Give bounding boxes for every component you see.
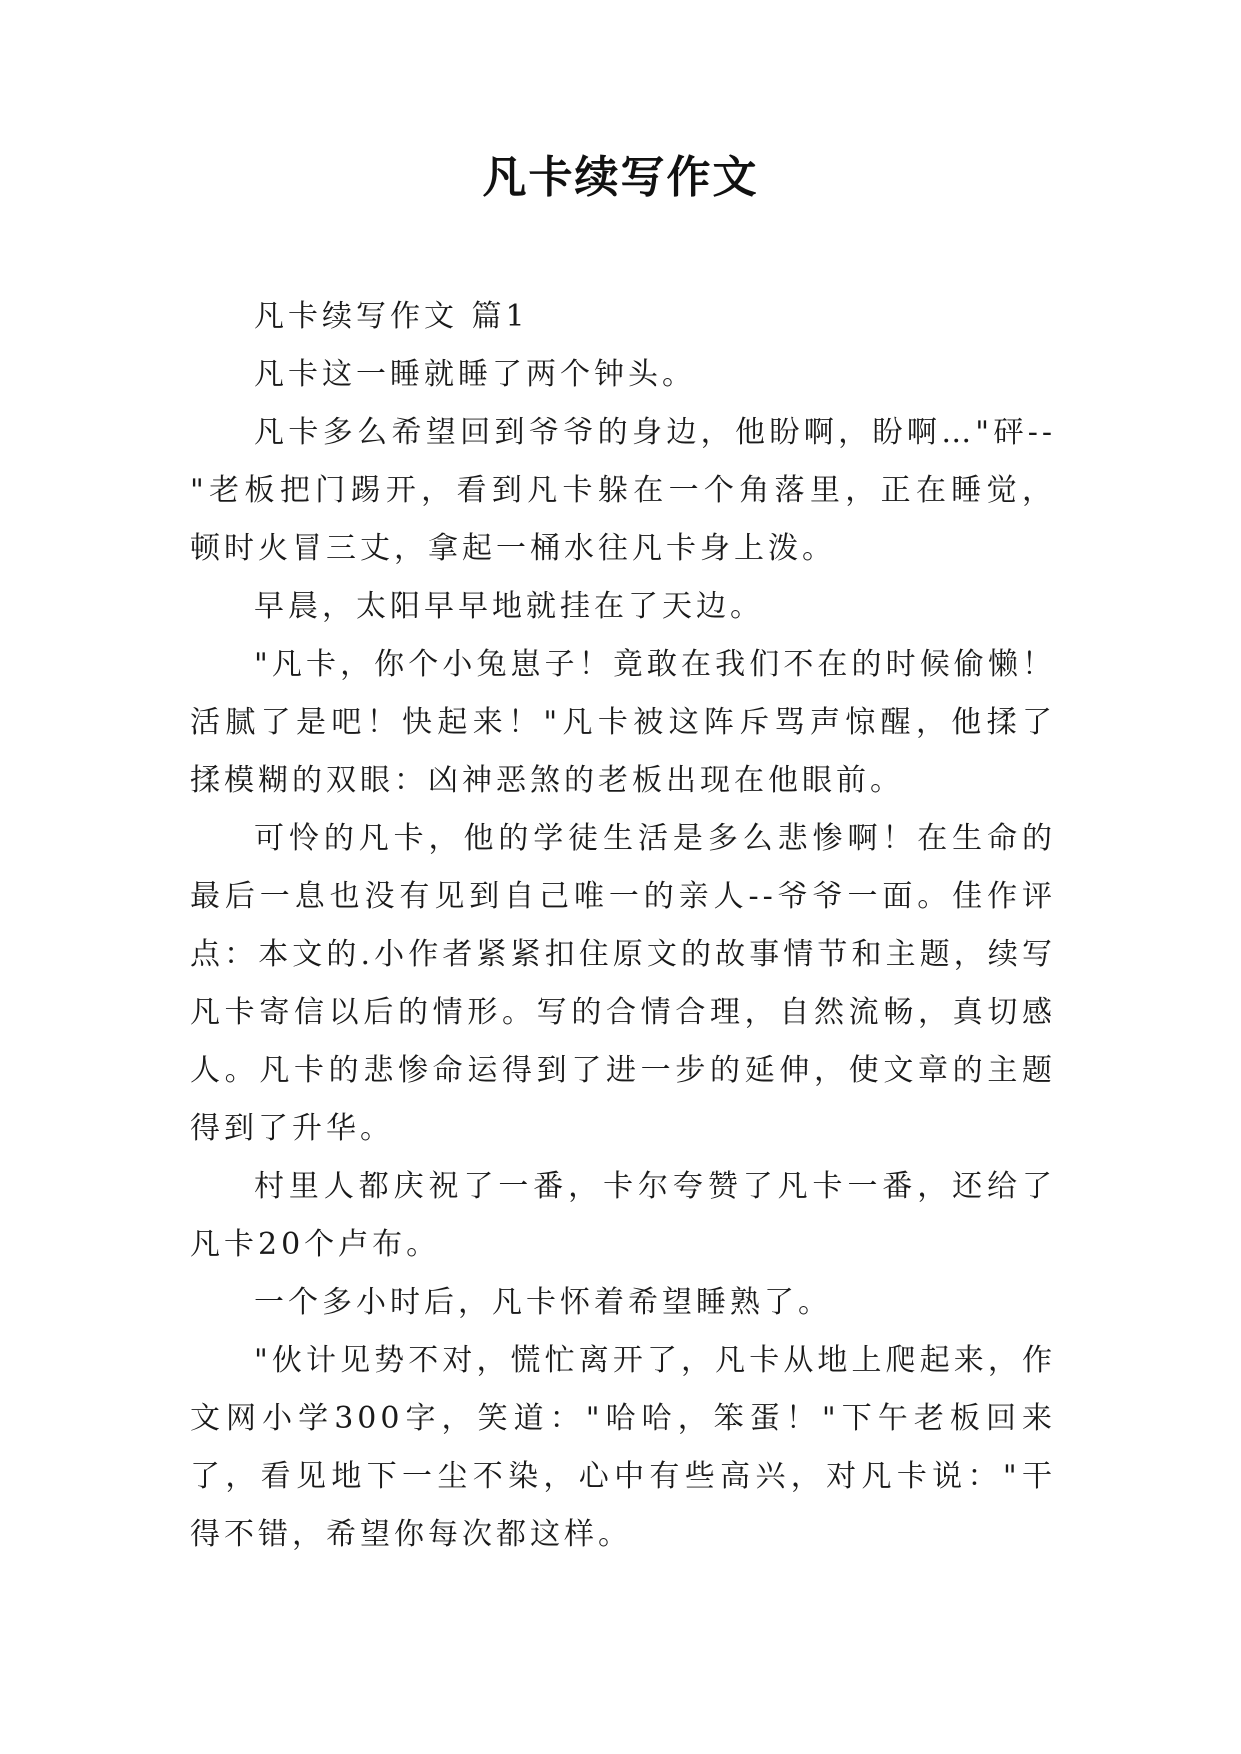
paragraph: 凡卡这一睡就睡了两个钟头。: [254, 357, 696, 392]
paragraph: 村里人都庆祝了一番，卡尔夸赞了凡卡一番，还给了凡卡20个卢布。: [190, 1169, 1056, 1262]
section-heading: 凡卡续写作文 篇1: [254, 299, 529, 334]
paragraph: 凡卡多么希望回到爷爷的身边，他盼啊，盼啊…"砰--"老板把门踢开，看到凡卡躲在一个角落里，正在睡觉，顿时火冒三丈，拿起一桶水往凡卡身上泼。: [190, 415, 1056, 566]
document-body: [190, 288, 1056, 1564]
document-title: 凡卡续写作文: [482, 152, 759, 203]
paragraph: 早晨，太阳早早地就挂在了天边。: [254, 589, 764, 624]
paragraph: "伙计见势不对，慌忙离开了，凡卡从地上爬起来，作文网小学300字，笑道："哈哈，笨蛋！"下午老板回来了，看见地下一尘不染，心中有些高兴，对凡卡说："干得不错，希望你每次都这样。: [190, 1343, 1056, 1552]
paragraph: 可怜的凡卡，他的学徒生活是多么悲惨啊！在生命的最后一息也没有见到自己唯一的亲人--爷爷一面。佳作评点：本文的.小作者紧紧扣住原文的故事情节和主题，续写凡卡寄信以后的情形。写的合情合理，自然流畅，真切感人。凡卡的悲惨命运得到了进一步的延伸，使文章的主题得到了升华。: [190, 821, 1056, 1146]
paragraph: 一个多小时后，凡卡怀着希望睡熟了。: [254, 1285, 832, 1320]
paragraph: "凡卡，你个小兔崽子！竟敢在我们不在的时候偷懒！活腻了是吧！快起来！"凡卡被这阵斥骂声惊醒，他揉了揉模糊的双眼：凶神恶煞的老板出现在他眼前。: [190, 647, 1056, 798]
